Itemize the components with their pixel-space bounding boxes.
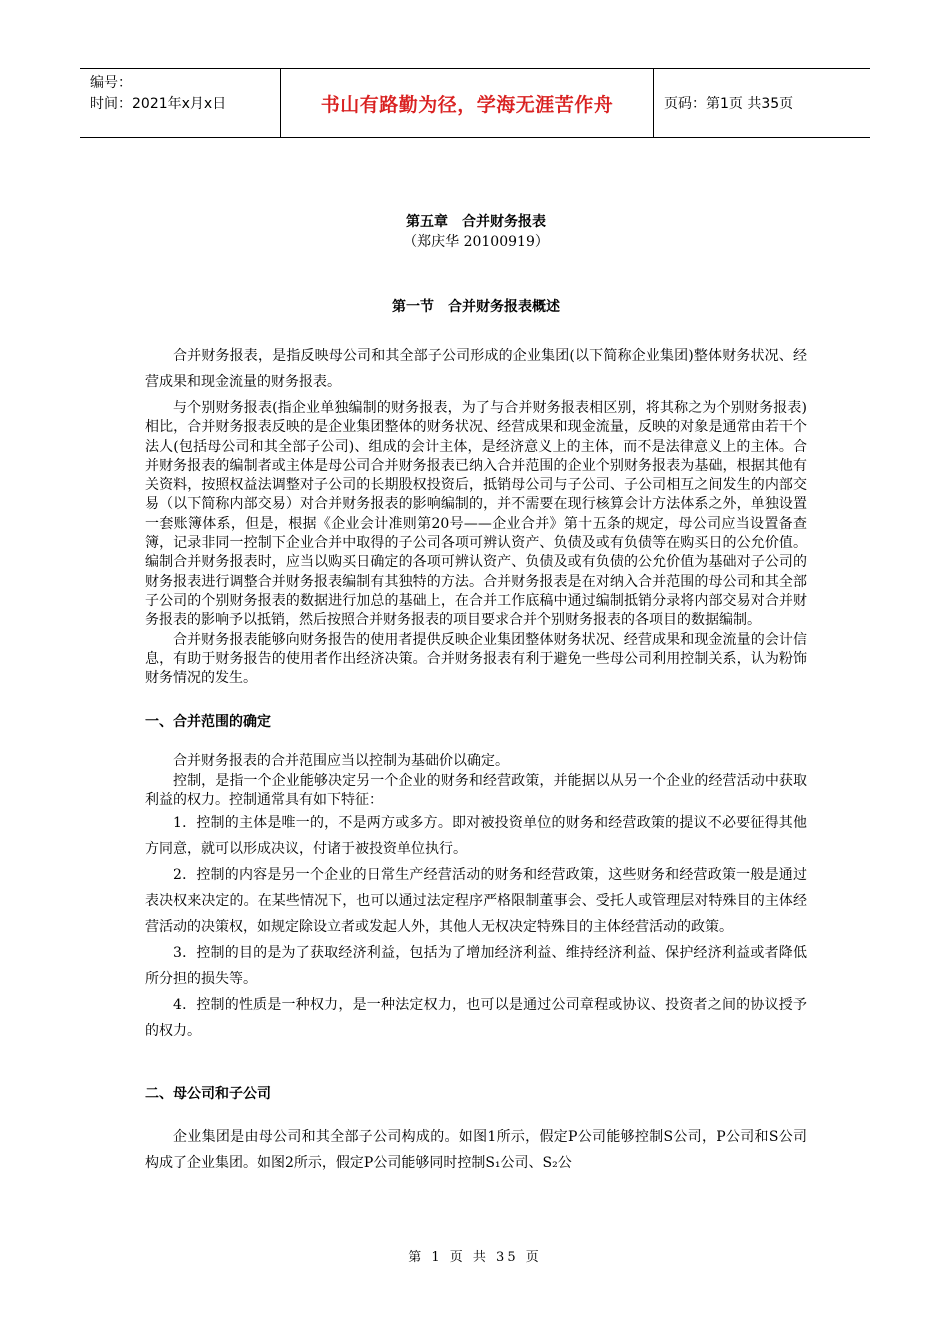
paragraph-comparison: 与个别财务报表(指企业单独编制的财务报表，为了与合并财务报表相区别，将其称之为个别财务报表)相比，合并财务报表反映的是企业集团整体的财务状况、经营成果和现金流量，反映的对象是通常由若干个法人(包括母公司和其全部子公司)、组成的会计主体，是经济意义上的主体，而不是法律意义上的主体。合并财务报表的编制者或主体是母公司合并财务报表已纳入合并范围的企业个别财务报表为基础，根据其他有关资料，按照权益法调整对子公司的长期股权投资后，抵销母公司与子公司、子公司相互之间发生的内部交易（以下简称内部交易）对合并财务报表的影响编制的，并不需要在现行核算会计方法体系之外，单独设置一套账簿体系，但是，根据《企业会计准则第20号——企业合并》第十五条的规定，母公司应当设置备查簿，记录非同一控制下企业合并中取得的子公司各项可辨认资产、负债及或有负债等在购买日的公允价值。编制合并财务报表时，应当以购买日确定的各项可辨认资产、负债及或有负债的公允价值为基础对子公司的财务报表进行调整合并财务报表编制有其独特的方法。合并财务报表是在对纳入合并范围的母公司和其全部子公司的个别财务报表的数据进行加总的基础上，在合并工作底稿中通过编制抵销分录将内部交易对合并财务报表的影响予以抵销，然后按照合并财务报表的项目要求合并个别财务报表的各项目的数据编制。 <box>145 400 807 629</box>
time-label: 时间：2021年x月x日 <box>90 96 227 112</box>
paragraph-scope: 合并财务报表的合并范围应当以控制为基础价以确定。 <box>173 753 509 770</box>
chapter-subtitle: （郑庆华 20100919） <box>403 234 549 250</box>
heading-consolidation-scope: 一、合并范围的确定 <box>145 714 271 731</box>
header-motto: 书山有路勤为径，学海无涯苦作舟 <box>281 69 654 137</box>
header-page-info: 页码：第1页 共35页 <box>664 96 794 112</box>
chapter-title: 第五章 合并财务报表 <box>406 214 546 230</box>
paragraph-definition: 合并财务报表，是指反映母公司和其全部子公司形成的企业集团(以下简称企业集团)整体财务状况、经营成果和现金流量的财务报表。 <box>145 348 807 390</box>
section-title: 第一节 合并财务报表概述 <box>392 299 560 315</box>
header-meta <box>80 69 281 137</box>
document-body <box>145 212 807 1176</box>
list-item: 4．控制的性质是一种权力，是一种法定权力，也可以是通过公司章程或协议、投资者之间的协议授予的权力。 <box>145 997 807 1040</box>
number-label: 编号： <box>90 75 132 91</box>
heading-parent-subsidiary: 二、母公司和子公司 <box>145 1086 271 1103</box>
list-item: 2．控制的内容是另一个企业的日常生产经营活动的财务和经营政策，这些财务和经营政策一般是通过表决权来决定的。在某些情况下，也可以通过法定程序严格限制董事会、受托人或管理层对特殊目的主体经营活动的决策权，如规定除设立者或发起人外，其他人无权决定特殊目的主体经营活动的政策。 <box>145 867 807 936</box>
list-item: 3．控制的目的是为了获取经济利益，包括为了增加经济利益、维持经济利益、保护经济利益或者降低所分担的损失等。 <box>145 945 807 988</box>
paragraph-purpose: 合并财务报表能够向财务报告的使用者提供反映企业集团整体财务状况、经营成果和现金流量的会计信息，有助于财务报告的使用者作出经济决策。合并财务报表有利于避免一些母公司利用控制关系，认为粉饰财务情况的发生。 <box>145 631 807 687</box>
page-header <box>80 68 870 138</box>
paragraph-control-definition: 控制，是指一个企业能够决定另一个企业的财务和经营政策，并能据以从另一个企业的经营活动中获取利益的权力。控制通常具有如下特征： <box>145 772 807 809</box>
paragraph-enterprise-group: 企业集团是由母公司和其全部子公司构成的。如图1所示，假定P公司能够控制S公司，P公司和S公司构成了企业集团。如图2所示，假定P公司能够同时控制S₁公司、S₂公 <box>145 1129 807 1172</box>
list-item: 1．控制的主体是唯一的，不是两方或多方。即对被投资单位的财务和经营政策的提议不必要征得其他方同意，就可以形成决议，付诸于被投资单位执行。 <box>145 815 807 858</box>
page-footer: 第 1 页 共 35 页 <box>408 1250 542 1265</box>
